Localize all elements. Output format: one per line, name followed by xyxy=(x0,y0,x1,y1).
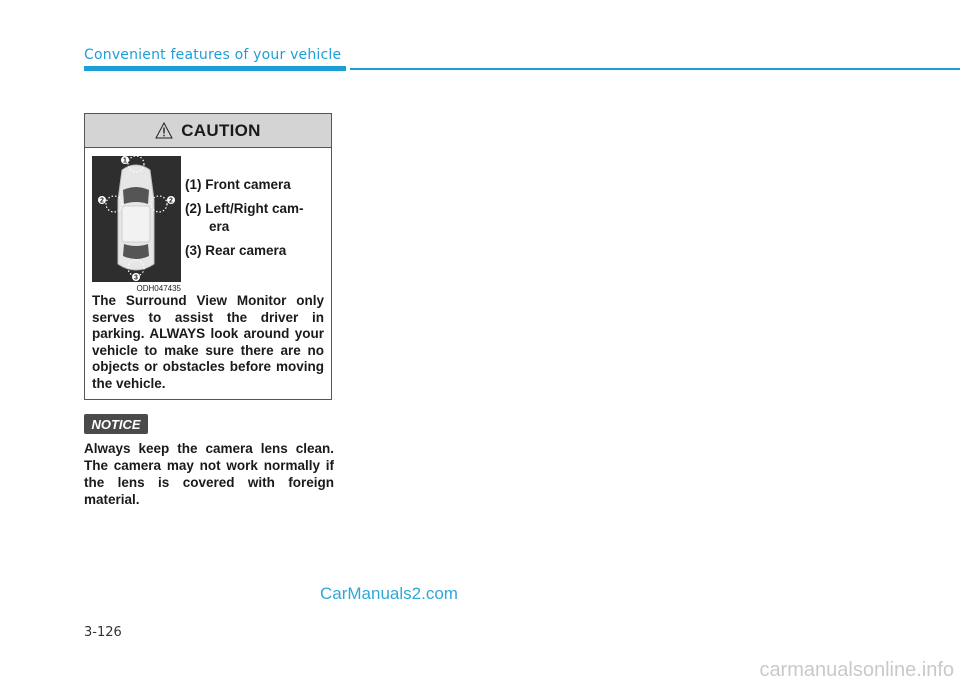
page-number: 3-126 xyxy=(84,625,122,640)
camera-list-item xyxy=(185,176,330,194)
camera-item-label: (2) Left/Right cam- xyxy=(185,201,304,216)
warning-icon xyxy=(155,122,173,139)
caution-title: CAUTION xyxy=(181,120,261,140)
figure-code: ODH047435 xyxy=(136,284,181,293)
watermark-bottom: carmanualsonline.info xyxy=(759,659,954,681)
camera-list-item xyxy=(185,242,330,260)
header-rule-thin xyxy=(350,68,960,70)
notice-badge: NOTICE xyxy=(84,414,148,434)
camera-list xyxy=(185,176,330,266)
marker-label-2-left: 2 xyxy=(100,197,104,205)
camera-item-label: (3) Rear camera xyxy=(185,243,287,258)
camera-item-label: (1) Front camera xyxy=(185,177,291,192)
camera-list-item xyxy=(185,200,330,236)
marker-label-1: 1 xyxy=(123,157,127,165)
surround-view-camera-figure xyxy=(92,156,181,282)
caution-text: The Surround View Monitor only serves to assist the driver in parking. ALWAYS look around your vehicle to make sure there are no objects or obstacles before moving the vehicle. xyxy=(92,293,324,391)
caution-box xyxy=(84,113,332,400)
marker-label-3: 3 xyxy=(134,274,138,282)
marker-label-2-right: 2 xyxy=(169,197,173,205)
watermark-link[interactable]: CarManuals2.com xyxy=(320,584,458,603)
section-title: Convenient features of your vehicle xyxy=(84,47,342,63)
caution-header xyxy=(85,114,331,148)
header-rule-thick xyxy=(84,66,346,71)
camera-item-label-continued: era xyxy=(209,219,230,234)
notice-text: Always keep the camera lens clean. The camera may not work normally if the lens is covered with foreign material. xyxy=(84,441,334,507)
